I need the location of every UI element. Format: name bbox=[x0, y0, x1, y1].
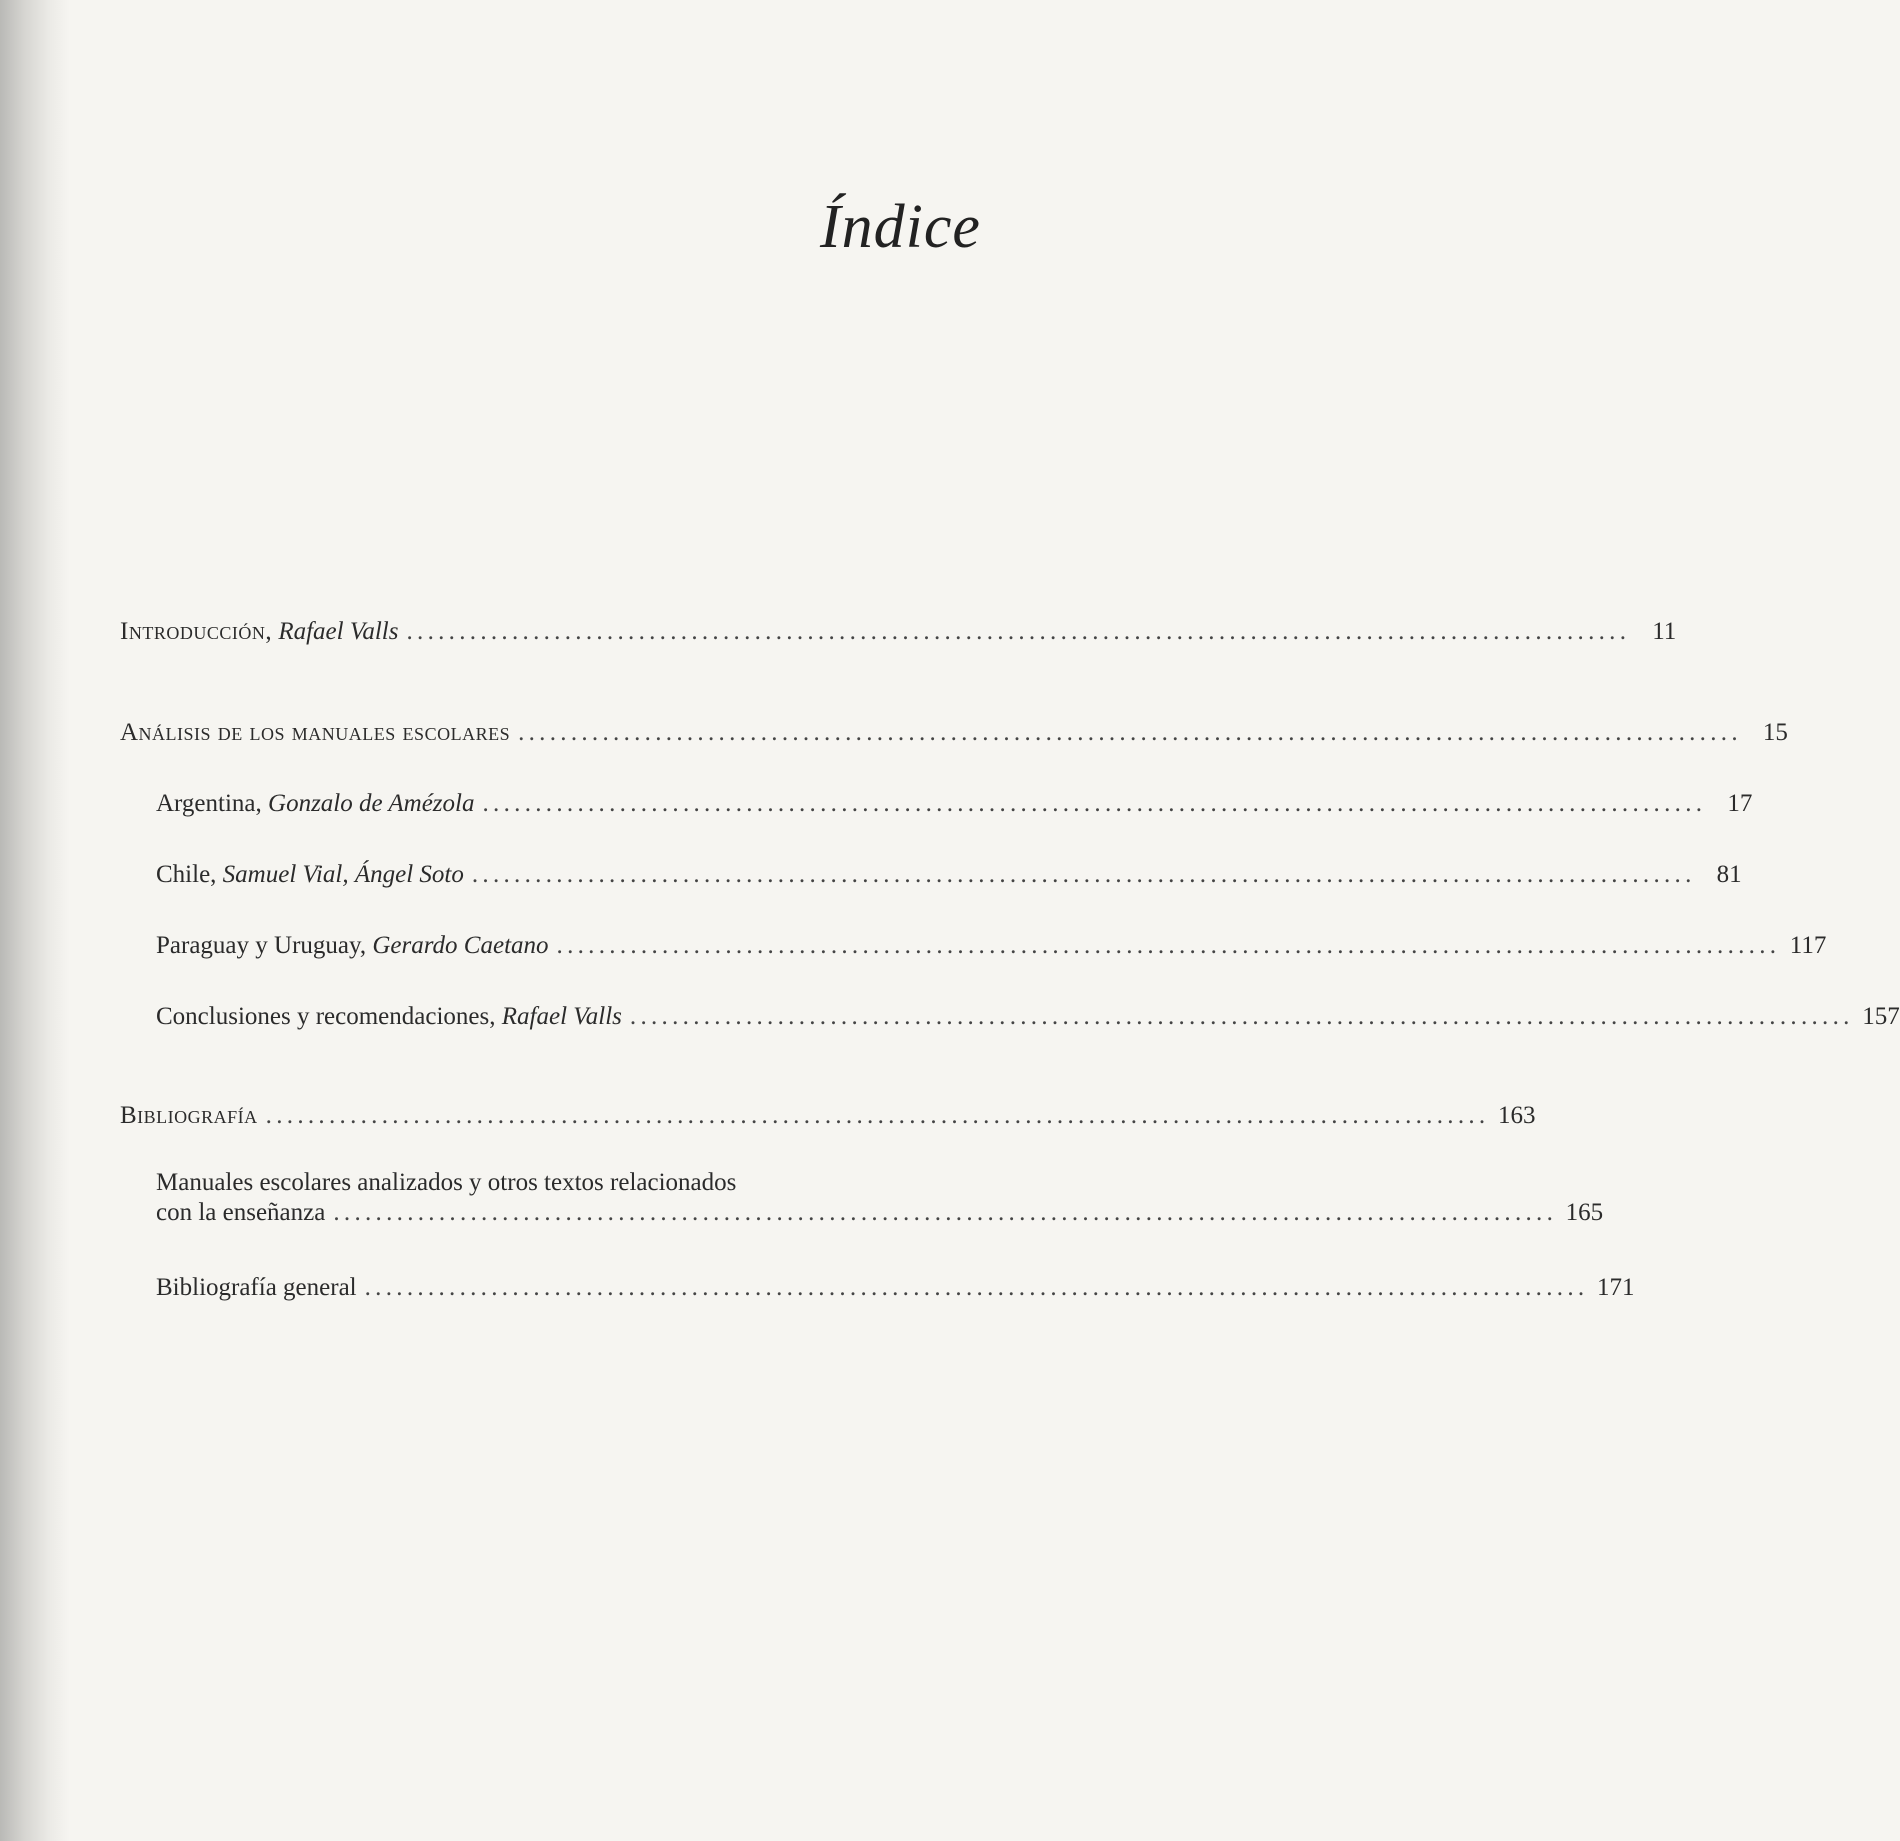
toc-dot-leader: .................................................................................................................... bbox=[629, 1003, 1854, 1030]
toc-entry-argentina[interactable] bbox=[156, 789, 1753, 819]
toc-entry-label bbox=[156, 931, 549, 961]
toc-entry-bibliografia[interactable] bbox=[120, 1101, 1536, 1131]
toc-entry-author: Samuel Vial, Ángel Soto bbox=[222, 861, 464, 888]
toc-entry-paraguay-uruguay[interactable] bbox=[156, 931, 1827, 961]
toc-entry-label bbox=[120, 617, 398, 647]
toc-entry-label: Bibliografía general bbox=[156, 1274, 357, 1301]
toc-entry-author: Gerardo Caetano bbox=[372, 932, 549, 959]
toc-entry-conclusiones[interactable] bbox=[156, 1002, 1900, 1032]
toc-entry-chile[interactable] bbox=[156, 860, 1742, 890]
toc-dot-leader: .................................................................................................................... bbox=[364, 1274, 1589, 1301]
toc-entry-author: Gonzalo de Amézola bbox=[268, 790, 475, 817]
toc-dot-leader: .................................................................................................................... bbox=[471, 861, 1696, 888]
page-title: Índice bbox=[820, 193, 981, 261]
toc-page-number: 157 bbox=[1862, 1003, 1900, 1030]
toc-entry-section: Argentina, bbox=[156, 790, 262, 817]
toc-entry-label bbox=[156, 1002, 622, 1032]
page-gutter-shadow bbox=[0, 0, 70, 1841]
toc-entry-section: Conclusiones y recomendaciones, bbox=[156, 1003, 496, 1030]
toc-page-number: 17 bbox=[1727, 790, 1753, 817]
toc-dot-leader: .................................................................................................................... bbox=[265, 1102, 1490, 1129]
toc-entry-section: Bibliografía bbox=[120, 1102, 258, 1129]
toc-entry-section: Introducción, bbox=[120, 618, 273, 645]
toc-page-number: 81 bbox=[1716, 861, 1742, 888]
toc-page-number: 165 bbox=[1565, 1199, 1604, 1226]
toc-entry-label bbox=[156, 789, 475, 819]
toc-entry-author: Rafael Valls bbox=[278, 618, 399, 645]
toc-entry-label-line2: con la enseñanza bbox=[156, 1199, 326, 1226]
toc-entry-bibliografia-general[interactable] bbox=[156, 1273, 1635, 1303]
toc-entry-manuales-escolares[interactable] bbox=[156, 1168, 1604, 1228]
toc-entry-section: Chile, bbox=[156, 861, 217, 888]
toc-dot-leader: .................................................................................................................... bbox=[518, 719, 1742, 746]
toc-dot-leader: .................................................................................................................... bbox=[406, 618, 1631, 645]
toc-dot-leader: .................................................................................................................... bbox=[333, 1199, 1558, 1226]
toc-entry-author: Rafael Valls bbox=[501, 1003, 622, 1030]
toc-entry-introduccion[interactable] bbox=[120, 617, 1677, 647]
toc-page-number: 15 bbox=[1762, 719, 1788, 746]
toc-page-number: 11 bbox=[1652, 618, 1677, 645]
toc-entry-line2 bbox=[156, 1198, 1604, 1228]
toc-entry-label-line1: Manuales escolares analizados y otros textos relacionados bbox=[156, 1169, 737, 1196]
toc-entry-label bbox=[120, 1101, 258, 1131]
toc-entry-analisis[interactable] bbox=[120, 718, 1788, 748]
toc-page-number: 117 bbox=[1789, 932, 1827, 959]
toc-page-number: 163 bbox=[1497, 1102, 1536, 1129]
toc-entry-section: Paraguay y Uruguay, bbox=[156, 932, 367, 959]
toc-entry-label bbox=[120, 718, 510, 748]
toc-entry-section: Análisis de los manuales escolares bbox=[120, 719, 511, 746]
toc-page-number: 171 bbox=[1596, 1274, 1635, 1301]
toc-dot-leader: .................................................................................................................... bbox=[482, 790, 1707, 817]
toc-entry-label bbox=[156, 860, 464, 890]
toc-dot-leader: .................................................................................................................... bbox=[556, 932, 1781, 959]
